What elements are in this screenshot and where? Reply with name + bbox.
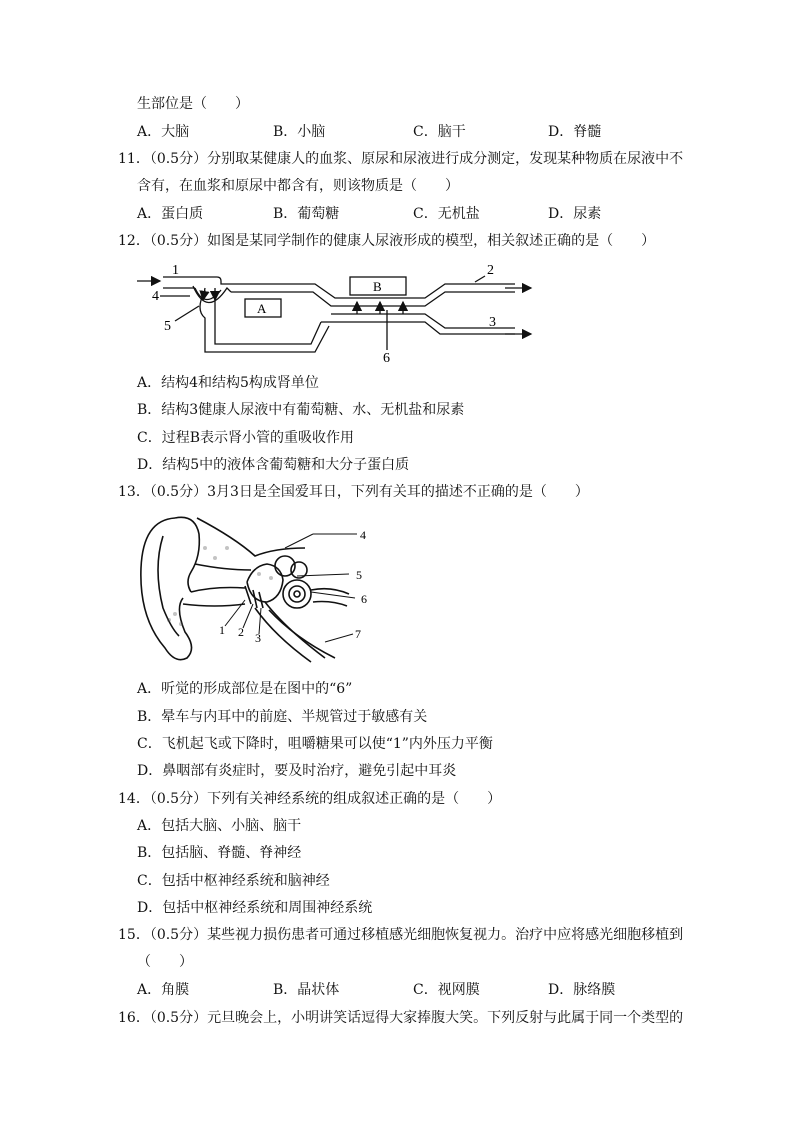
q15-stem-line1: 15．（0.5分）某些视力损伤患者可通过移植感光细胞恢复视力。治疗中应将感光细胞移植到 bbox=[118, 927, 684, 943]
q13-option-a: A．听觉的形成部位是在图中的“6” bbox=[137, 681, 353, 697]
q10-stem: 生部位是（ ） bbox=[137, 96, 249, 112]
q11-option-a: A．蛋白质 bbox=[137, 206, 204, 222]
q11-option-b: B．葡萄糖 bbox=[273, 206, 340, 222]
label-2: 2 bbox=[487, 263, 494, 278]
ear-label-1: 1 bbox=[219, 623, 225, 637]
label-5: 5 bbox=[164, 319, 171, 334]
q12-option-c: C．过程B表示肾小管的重吸收作用 bbox=[137, 430, 354, 446]
ear-label-4: 4 bbox=[360, 528, 366, 542]
box-b-label: B bbox=[373, 279, 382, 294]
q10-option-d: D．脊髓 bbox=[548, 124, 602, 140]
q11-stem-line1: 11．（0.5分）分别取某健康人的血浆、原尿和尿液进行成分测定，发现某种物质在尿液中不 bbox=[118, 151, 684, 167]
label-1: 1 bbox=[172, 263, 179, 278]
q16-stem: 16．（0.5分）元旦晚会上，小明讲笑话逗得大家捧腹大笑。下列反射与此属于同一个类型的 bbox=[118, 1010, 684, 1026]
q13-option-b: B．晕车与内耳中的前庭、半规管过于敏感有关 bbox=[137, 709, 428, 725]
label-6: 6 bbox=[383, 351, 390, 366]
ear-anatomy-diagram bbox=[135, 508, 375, 668]
kidney-model-diagram bbox=[135, 258, 535, 368]
q10-option-a: A．大脑 bbox=[137, 124, 190, 140]
q15-option-c: C．视网膜 bbox=[413, 982, 480, 998]
q10-option-c: C．脑干 bbox=[413, 124, 466, 140]
q15-stem-line2: （ ） bbox=[137, 954, 193, 970]
ear-label-3: 3 bbox=[255, 631, 261, 645]
q15-option-a: A．角膜 bbox=[137, 982, 190, 998]
q14-stem: 14．（0.5分）下列有关神经系统的组成叙述正确的是（ ） bbox=[118, 791, 502, 807]
ear-label-5: 5 bbox=[356, 568, 362, 582]
q13-option-c: C．飞机起飞或下降时，咀嚼糖果可以使“1”内外压力平衡 bbox=[137, 736, 493, 752]
q12-option-d: D．结构5中的液体含葡萄糖和大分子蛋白质 bbox=[137, 457, 410, 473]
q11-option-d: D．尿素 bbox=[548, 206, 602, 222]
ear-label-2: 2 bbox=[238, 625, 244, 639]
q15-option-d: D．脉络膜 bbox=[548, 982, 616, 998]
ear-label-7: 7 bbox=[355, 627, 361, 641]
q12-option-a: A．结构4和结构5构成肾单位 bbox=[137, 375, 319, 391]
q14-option-a: A．包括大脑、小脑、脑干 bbox=[137, 818, 302, 834]
label-3: 3 bbox=[489, 315, 496, 330]
q11-option-c: C．无机盐 bbox=[413, 206, 480, 222]
ear-label-6: 6 bbox=[361, 592, 367, 606]
q12-stem: 12．（0.5分）如图是某同学制作的健康人尿液形成的模型，相关叙述正确的是（ ） bbox=[118, 233, 656, 249]
q13-stem: 13．（0.5分）3月3日是全国爱耳日，下列有关耳的描述不正确的是（ ） bbox=[118, 484, 589, 500]
q10-option-b: B．小脑 bbox=[273, 124, 326, 140]
q14-option-d: D．包括中枢神经系统和周围神经系统 bbox=[137, 900, 373, 916]
q12-option-b: B．结构3健康人尿液中有葡萄糖、水、无机盐和尿素 bbox=[137, 402, 465, 418]
box-a-label: A bbox=[257, 301, 267, 316]
label-4: 4 bbox=[152, 289, 159, 304]
q11-stem-line2: 含有，在血浆和原尿中都含有，则该物质是（ ） bbox=[137, 178, 459, 194]
q14-option-b: B．包括脑、脊髓、脊神经 bbox=[137, 845, 302, 861]
q14-option-c: C．包括中枢神经系统和脑神经 bbox=[137, 873, 330, 889]
q13-option-d: D．鼻咽部有炎症时，要及时治疗，避免引起中耳炎 bbox=[137, 763, 457, 779]
q15-option-b: B．晶状体 bbox=[273, 982, 340, 998]
